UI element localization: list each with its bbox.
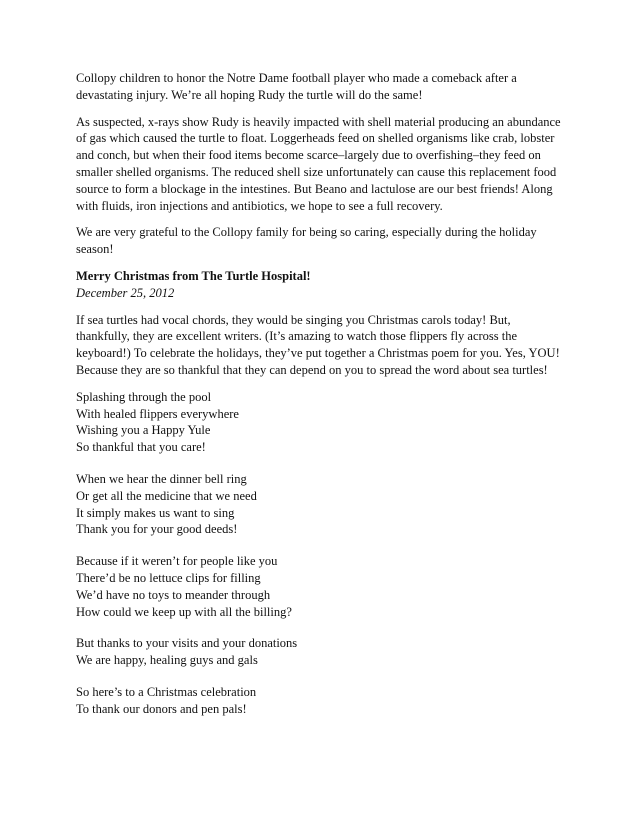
document-page <box>76 70 566 733</box>
poem-line: With healed flippers everywhere <box>76 406 239 421</box>
poem-line: We are happy, healing guys and gals <box>76 653 258 668</box>
post-date: December 25, 2012 <box>76 285 175 300</box>
poem-line: So thankful that you care! <box>76 440 206 455</box>
post-title: Merry Christmas from The Turtle Hospital! <box>76 268 311 283</box>
body-paragraph: We are very grateful to the Collopy family for being so caring, especially during the holiday season! <box>76 225 537 257</box>
poem-stanza <box>76 684 566 718</box>
poem-line: To thank our donors and pen pals! <box>76 701 247 716</box>
poem-line: Splashing through the pool <box>76 389 212 404</box>
poem-stanza <box>76 553 566 620</box>
poem-line: It simply makes us want to sing <box>76 505 235 520</box>
poem <box>76 389 566 718</box>
poem-line: Or get all the medicine that we need <box>76 488 257 503</box>
poem-line: Wishing you a Happy Yule <box>76 423 211 438</box>
body-paragraph: Collopy children to honor the Notre Dame football player who made a comeback after a devastating injury. We’re all hoping Rudy the turtle will do the same! <box>76 71 517 102</box>
body-paragraph: As suspected, x-rays show Rudy is heavily impacted with shell material producing an abundance of gas which caused the turtle to float. Loggerheads feed on shelled organisms like crab, lobster and conch, but when their food items become scarce–largely due to overfishing–they feed on smaller shelled organisms. The reduced shell size unfortunately can cause this replacement food source to form a blockage in the intestines. But Beano and lactulose are our best friends! Along with fluids, iron injections and antibiotics, we hope to see a full recovery. <box>76 114 561 213</box>
poem-stanza <box>76 389 566 456</box>
intro-paragraph: If sea turtles had vocal chords, they would be singing you Christmas carols today! But, thankfully, they are excellent writers. (It’s amazing to watch those flippers fly across the keyboard!) To celebrate the holidays, they’ve put together a Christmas poem for you. Yes, YOU! Because they are so thankful that they can depend on you to spread the word about sea turtles! <box>76 312 560 377</box>
poem-line: Thank you for your good deeds! <box>76 522 238 537</box>
poem-line: But thanks to your visits and your donations <box>76 636 298 651</box>
poem-line: There’d be no lettuce clips for filling <box>76 570 261 585</box>
poem-line: Because if it weren’t for people like you <box>76 554 278 569</box>
poem-line: So here’s to a Christmas celebration <box>76 684 257 699</box>
poem-stanza <box>76 635 566 669</box>
poem-line: We’d have no toys to meander through <box>76 587 271 602</box>
poem-line: How could we keep up with all the billing? <box>76 604 292 619</box>
poem-stanza <box>76 471 566 538</box>
poem-line: When we hear the dinner bell ring <box>76 471 247 486</box>
